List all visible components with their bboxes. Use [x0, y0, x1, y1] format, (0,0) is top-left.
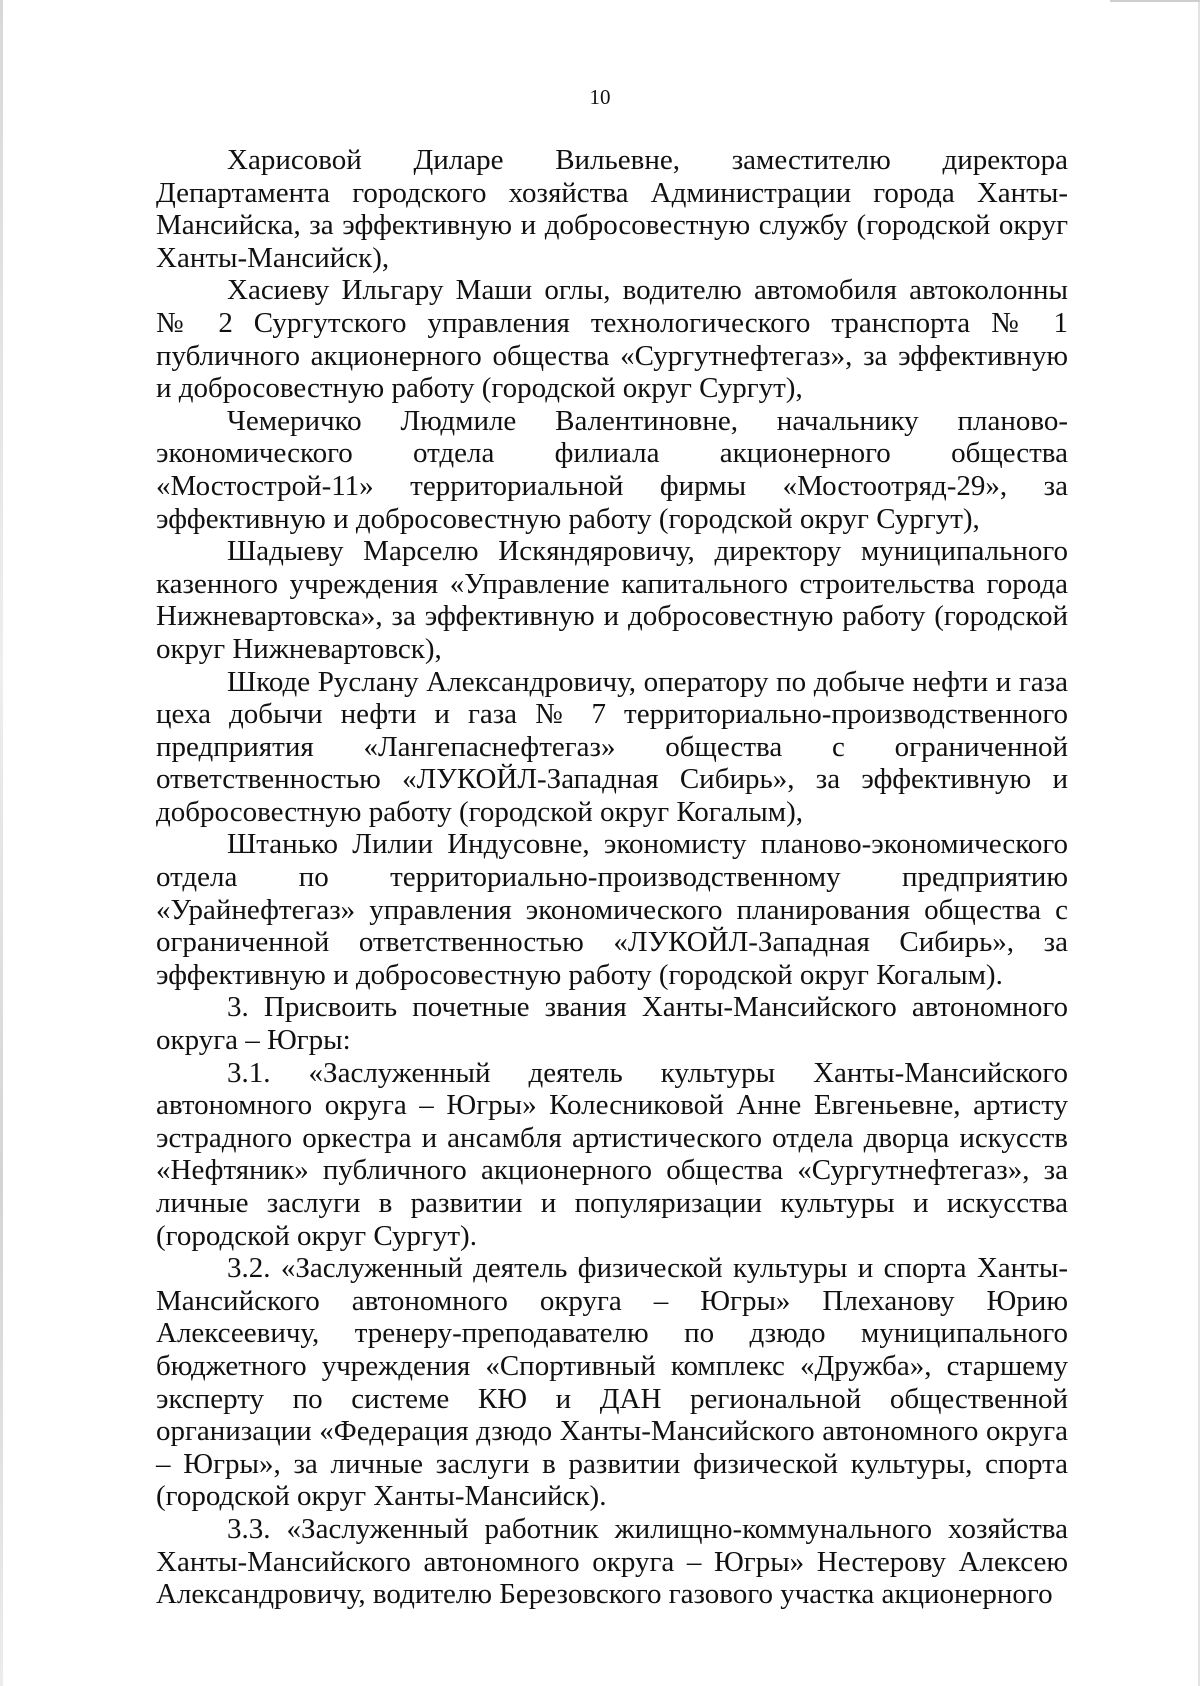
paragraph-harisova: Харисовой Диларе Вильевне, заместителю директора Департамента городского хозяйства Администрации города Ханты-Мансийска, за эффективную и добросовестную службу (городской округ Ханты-Мансийск),	[156, 144, 1068, 274]
paragraph-3-2: 3.2. «Заслуженный деятель физической культуры и спорта Ханты-Мансийского автономного округа – Югры» Плеханову Юрию Алексеевичу, тренеру-преподавателю по дзюдо муниципального бюджетного учреждения «Спортивный комплекс «Дружба», старшему эксперту по системе КЮ и ДАН региональной общественной организации «Федерация дзюдо Ханты-Мансийского автономного округа – Югры», за личные заслуги в развитии физической культуры, спорта (городской округ Ханты-Мансийск).	[156, 1252, 1068, 1513]
paragraph-3-1: 3.1. «Заслуженный деятель культуры Ханты-Мансийского автономного округа – Югры» Колесниковой Анне Евгеньевне, артисту эстрадного оркестра и ансамбля артистического отдела дворца искусств «Нефтяник» публичного акционерного общества «Сургутнефтегаз», за личные заслуги в развитии и популяризации культуры и искусства (городской округ Сургут).	[156, 1056, 1068, 1252]
scan-edge-left	[0, 0, 3, 1686]
document-body	[156, 144, 1068, 1611]
paragraph-shtanko: Штанько Лилии Индусовне, экономисту планово-экономического отдела по территориально-производственному предприятию «Урайнефтегаз» управления экономического планирования общества с ограниченной ответственностью «ЛУКОЙЛ-Западная Сибирь», за эффективную и добросовестную работу (городской округ Когалым).	[156, 828, 1068, 991]
paragraph-section-3: 3. Присвоить почетные звания Ханты-Мансийского автономного округа – Югры:	[156, 991, 1068, 1057]
paragraph-chemerichko: Чемеричко Людмиле Валентиновне, начальнику планово-экономического отдела филиала акционерного общества «Мостострой-11» территориальной фирмы «Мостоотряд-29», за эффективную и добросовестную работу (городской округ Сургут),	[156, 404, 1068, 535]
page-number: 10	[589, 85, 611, 109]
paragraph-khasiev: Хасиеву Ильгару Маши оглы, водителю автомобиля автоколонны № 2 Сургутского управления технологического транспорта № 1 публичного акционерного общества «Сургутнефтегаз», за эффективную и добросовестную работу (городской округ Сургут),	[156, 274, 1068, 405]
paragraph-3-3: 3.3. «Заслуженный работник жилищно-коммунального хозяйства Ханты-Мансийского автономного округа – Югры» Нестерову Алексею Александровичу, водителю Березовского газового участка акционерного	[156, 1512, 1068, 1611]
paragraph-shadyev: Шадыеву Марселю Искяндяровичу, директору муниципального казенного учреждения «Управление капитального строительства города Нижневартовска», за эффективную и добросовестную работу (городской округ Нижневартовск),	[156, 535, 1068, 665]
paragraph-shkoda: Шкоде Руслану Александровичу, оператору по добыче нефти и газа цеха добычи нефти и газа № 7 территориально-производственного предприятия «Лангепаснефтегаз» общества с ограниченной ответственностью «ЛУКОЙЛ-Западная Сибирь», за эффективную и добросовестную работу (городской округ Когалым),	[156, 665, 1068, 828]
scan-edge-top-mark	[1110, 0, 1200, 2]
